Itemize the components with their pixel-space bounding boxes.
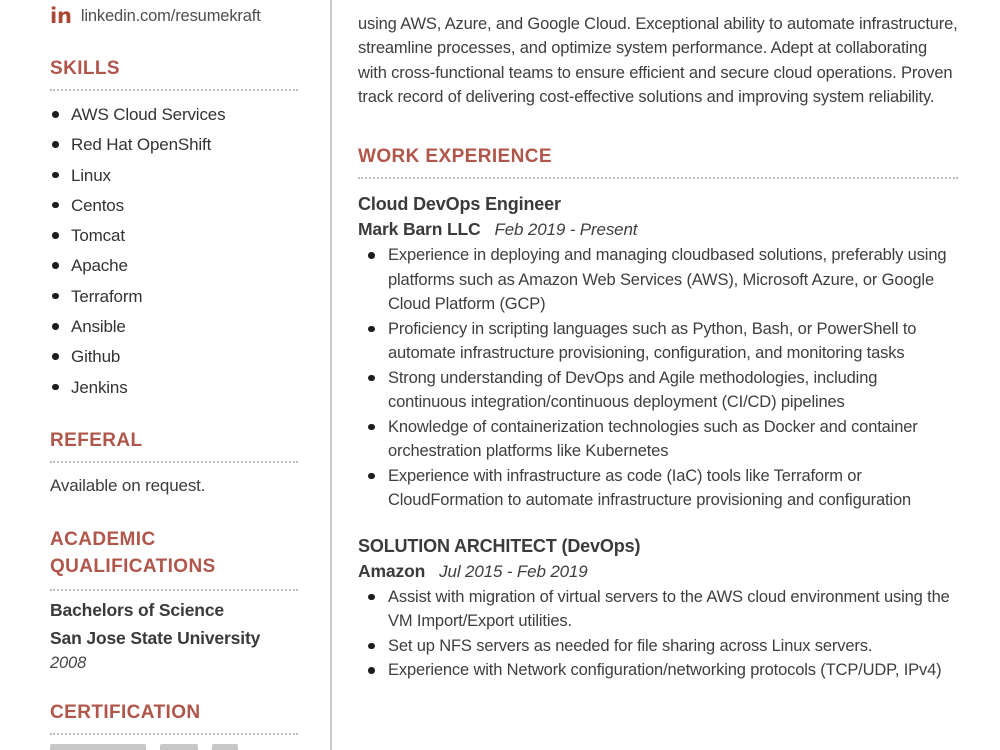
job-bullet: Experience in deploying and managing cloudbased solutions, preferably using platforms such as Amazon Web Services (AWS), Microsoft Azure, or Google Cloud Platform (GCP) [358,243,958,317]
skills-list [50,105,298,397]
job-bullet: Set up NFS servers as needed for file sharing across Linux servers. [358,634,958,659]
certification-partial-clipped-text [50,744,250,750]
academic-school: San Jose State University [50,628,261,648]
skill-item: Apache [50,256,298,275]
referral-text: Available on request. [50,476,206,495]
referral-heading: REFERAL [50,429,298,463]
job-bullet: Strong understanding of DevOps and Agile methodologies, including continuous integration/continuous deployment (CI/CD) pipelines [358,366,958,415]
certification-heading: CERTIFICATION [50,701,298,735]
job-company: Mark Barn LLC [358,219,481,239]
job-bullet: Experience with Network configuration/networking protocols (TCP/UDP, IPv4) [358,658,958,683]
job-bullet: Proficiency in scripting languages such as Python, Bash, or PowerShell to automate infrastructure provisioning, configuration, and monitoring tasks [358,317,958,366]
skills-heading: SKILLS [50,57,298,91]
skill-item: Terraform [50,287,298,306]
certification-section [50,701,298,735]
academic-section [50,526,298,673]
work-experience-heading: WORK EXPERIENCE [358,145,958,179]
skill-item: Linux [50,166,298,185]
skills-section [50,57,298,408]
skill-item: Ansible [50,317,298,336]
professional-summary: using AWS, Azure, and Google Cloud. Exceptional ability to automate infrastructure, streamline processes, and optimize system performance. Adept at collaborating with cross-functional teams to ensure efficient and secure cloud operations. Proven track record of delivering cost-effective solutions and improving system reliability. [358,14,958,106]
linkedin-icon: in [50,4,72,28]
job-title: Cloud DevOps Engineer [358,194,561,214]
linkedin-link[interactable] [50,5,261,27]
job-entry [358,533,958,683]
job-meta [358,559,958,585]
job-company: Amazon [358,560,426,581]
column-divider [330,0,332,750]
job-title: SOLUTION ARCHITECT (DevOps) [358,535,641,556]
sidebar [50,0,298,750]
job-bullet: Assist with migration of virtual servers to the AWS cloud environment using the VM Import/Export utilities. [358,585,958,634]
referral-section [50,429,298,496]
job-bullet: Knowledge of containerization technologies such as Docker and container orchestration platforms like Kubernetes [358,415,958,464]
work-experience-section [358,145,958,683]
job-bullets [358,585,958,683]
job-list [358,191,958,683]
job-bullet: Experience with infrastructure as code (IaC) tools like Terraform or CloudFormation to automate infrastructure provisioning and configuration [358,464,958,513]
job-meta [358,217,958,243]
job-dates: Feb 2019 - Present [494,220,638,239]
skill-item: Tomcat [50,226,298,245]
job-bullets [358,243,958,513]
skill-item: Github [50,347,298,366]
academic-heading: ACADEMIC QUALIFICATIONS [50,526,298,591]
skill-item: Centos [50,196,298,215]
skill-item: AWS Cloud Services [50,105,298,124]
skill-item: Red Hat OpenShift [50,135,298,154]
linkedin-url: linkedin.com/resumekraft [80,6,261,25]
job-entry [358,191,958,513]
skill-item: Jenkins [50,378,298,397]
job-dates: Jul 2015 - Feb 2019 [439,561,588,581]
main-column [358,0,958,750]
academic-degree: Bachelors of Science [50,600,225,620]
academic-year: 2008 [50,654,87,672]
